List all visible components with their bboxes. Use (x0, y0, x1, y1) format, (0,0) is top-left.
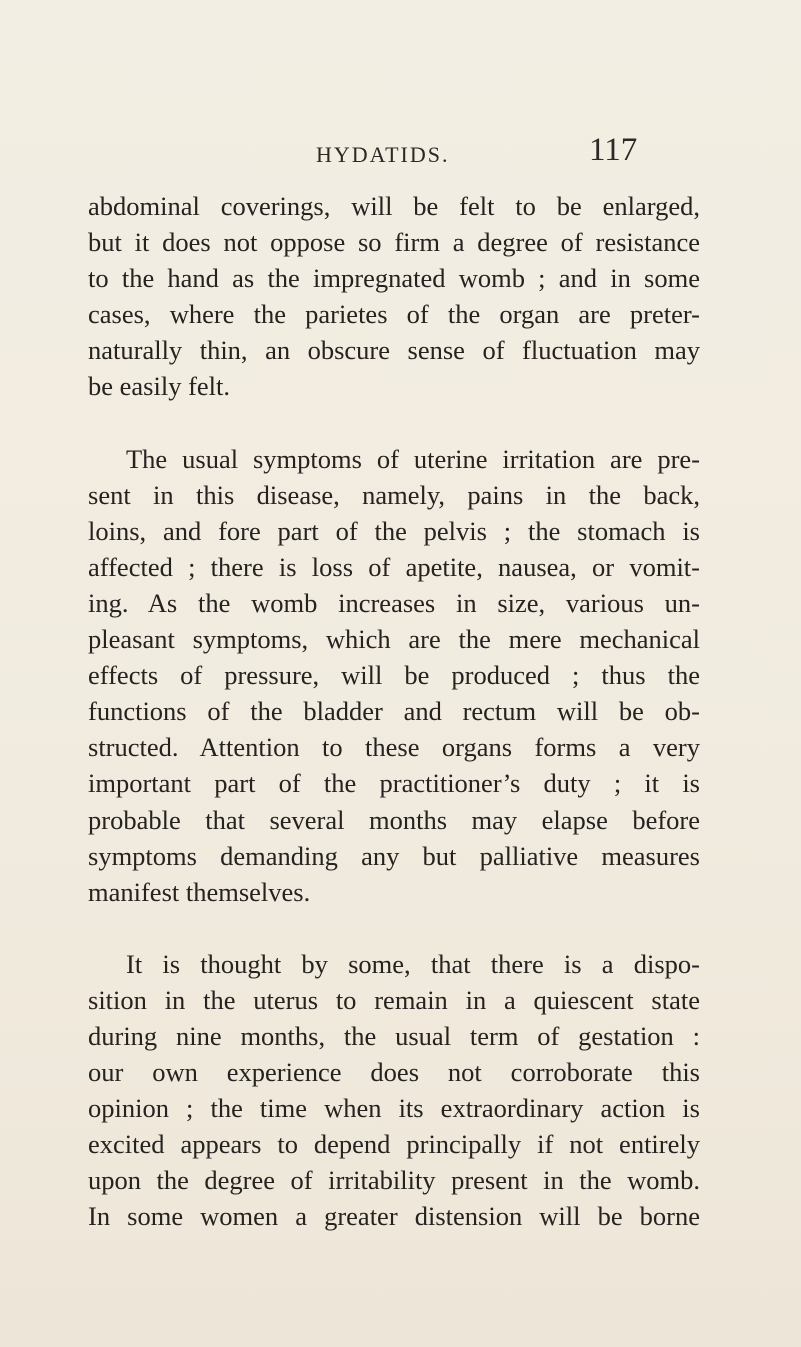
text-line: naturally thin, an obscure sense of fluctuation may (88, 335, 700, 366)
text-line: but it does not oppose so firm a degree of resistance (88, 227, 700, 258)
text-line: to the hand as the impregnated womb ; and in some (88, 263, 700, 294)
text-line: ing. As the womb increases in size, various un- (88, 587, 700, 618)
text-line: our own experience does not corroborate this (88, 1057, 700, 1088)
text-line: affected ; there is loss of apetite, nausea, or vomit- (88, 551, 700, 582)
text-line: abdominal coverings, will be felt to be enlarged, (88, 191, 700, 221)
page-number: 117 (589, 132, 638, 168)
text-line: excited appears to depend principally if not entirely (88, 1129, 700, 1160)
text-line: symptoms demanding any but palliative measures (88, 840, 700, 871)
text-line: sent in this disease, namely, pains in the back, (88, 479, 700, 510)
text-line: functions of the bladder and rectum will be ob- (88, 696, 700, 727)
text-line: upon the degree of irritability present in the womb. (88, 1165, 700, 1196)
paragraph-2 (88, 441, 700, 910)
text-line: loins, and fore part of the pelvis ; the stomach is (88, 515, 700, 546)
paragraph-gap (88, 910, 700, 946)
paragraph-3 (88, 946, 700, 1235)
text-line: It is thought by some, that there is a dispo- (126, 948, 700, 979)
text-line: structed. Attention to these organs forms a very (88, 732, 700, 763)
text-line: probable that several months may elapse before (88, 804, 700, 835)
text-line: during nine months, the usual term of gestation : (88, 1020, 700, 1051)
text-line: be easily felt. (88, 371, 231, 402)
text-line: The usual symptoms of uterine irritation are pre- (126, 443, 700, 474)
running-head: HYDATIDS. (316, 142, 450, 167)
text-line: pleasant symptoms, which are the mere mechanical (88, 624, 700, 655)
page-header (0, 132, 801, 172)
paragraph-1 (88, 188, 700, 405)
text-line: In some women a greater distension will be borne (88, 1201, 700, 1232)
text-line: important part of the practitioner’s duty ; it is (88, 768, 700, 799)
text-line: cases, where the parietes of the organ are preter- (88, 299, 700, 330)
text-line: opinion ; the time when its extraordinary action is (88, 1093, 700, 1124)
text-line: effects of pressure, will be produced ; thus the (88, 660, 700, 691)
paragraph-gap (88, 405, 700, 441)
text-line: manifest themselves. (88, 876, 311, 907)
text-line: sition in the uterus to remain in a quiescent state (88, 984, 700, 1015)
body-text (88, 188, 700, 1235)
